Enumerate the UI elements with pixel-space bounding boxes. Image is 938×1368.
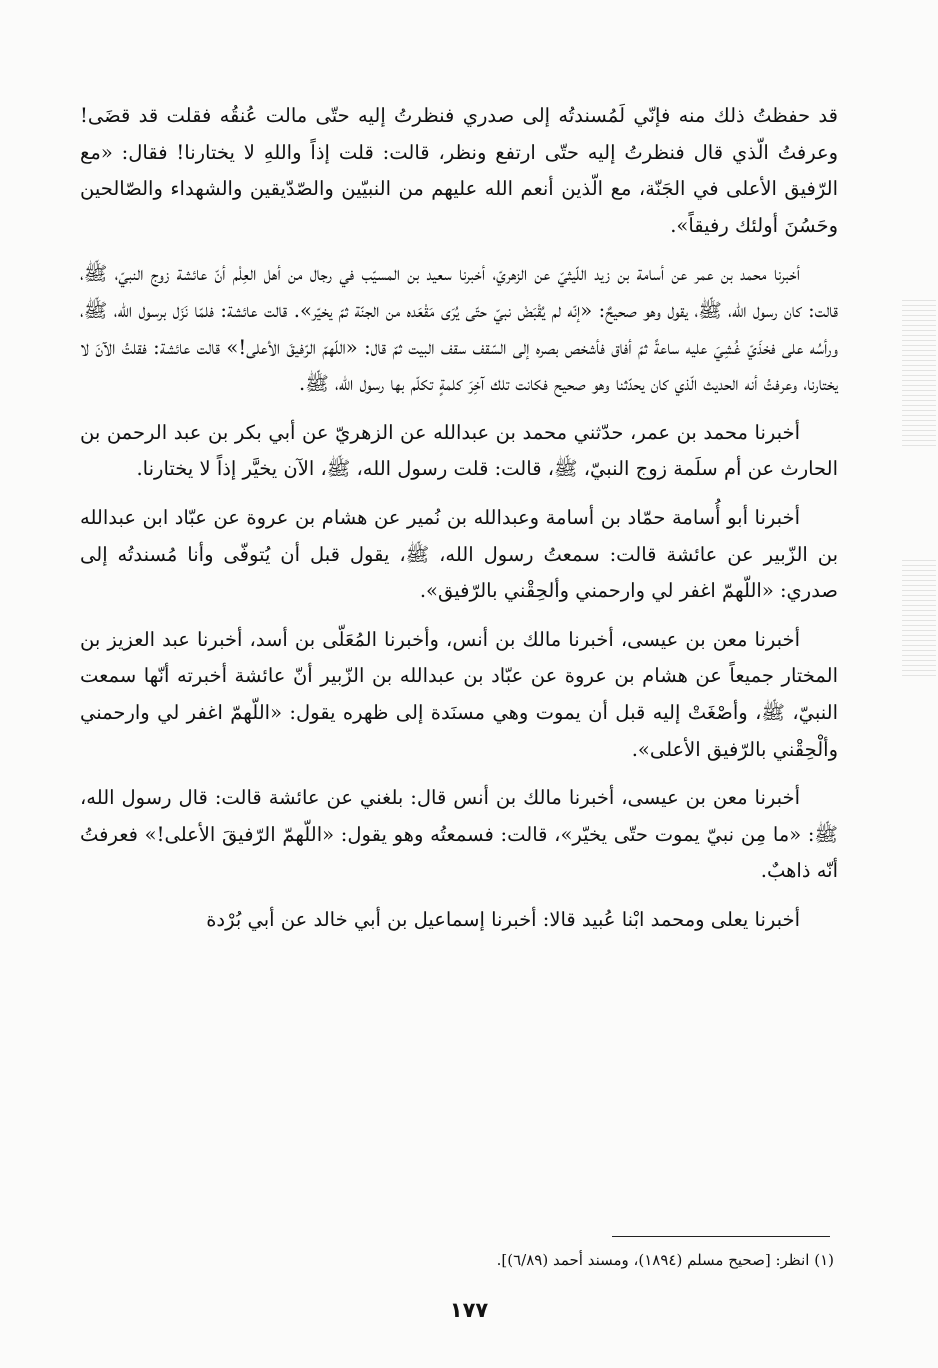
paragraph-4: أخبرنا أبو أُسامة حمّاد بن أسامة وعبدالله بن نُمير عن هشام بن عروة عن عبّاد ابن عبدالله بن الزّبير عن عائشة قالت: سمعتُ رسول الله، ﷺ، يقول قبل أن يُتوفّى وأنا مُسندتُه إلى صدري: «اللّهمّ اغفر لي وارحمني وألحِقْني بالرّفيق». [80, 505, 838, 603]
footnote-divider [612, 1236, 830, 1237]
footnote: (١) انظر: [صحيح مسلم (١٨٩٤)، ومسند أحمد (٦/٨٩)]. [496, 1251, 834, 1269]
body-text [80, 98, 838, 950]
scan-artifact [902, 300, 936, 450]
scan-artifact [902, 560, 936, 680]
paragraph-3: أخبرنا محمد بن عمر، حدّثني محمد بن عبدالله عن الزهريّ عن أبي بكر بن عبد الرحمن بن الحارث عن أم سلَمة زوج النبيّ، ﷺ، قالت: قلت رسول الله، ﷺ، الآن يخيَّر إذاً لا يختارنا. [80, 420, 838, 481]
paragraph-1: قد حفظتُ ذلك منه فإنّي لَمُسندتُه إلى صدري فنظرتُ إليه حتّى مالت عُنقُه فقلت قد قضَى! وعرفتُ الّذي قال فنظرتُ إليه حتّى ارتفع ونظر، قالت: قلت إذاً واللهِ لا يختارنا! فقال: «مع الرّفيق الأعلى في الجَنّة، مع الّذين أنعم الله عليهم من النبيّين والصّدّيقين والشهداء والصّالحين وحَسُنَ أولئك رفيقاً». [80, 104, 838, 237]
paragraph-5: أخبرنا معن بن عيسى، أخبرنا مالك بن أنس، وأخبرنا المُعَلّى بن أسد، أخبرنا عبد العزيز بن المختار جميعاً عن هشام بن عروة عن عبّاد بن عبدالله بن الزّبير أنّ عائشة أخبرته أنّها سمعت النبيّ، ﷺ، وأصْغَتْ إليه قبل أن يموت وهي مسنَدة إلى ظهره يقول: «اللّهمّ اغفر لي وارحمني وألْحِقْني بالرّفيق الأعلى». [80, 627, 838, 761]
paragraph-2: أخبرنا محمد بن عمر عن أسامة بن زيد اللّيثيّ عن الزهريّ، أخبرنا سعيد بن المسيّب في رجال من أهل العِلْم أنّ عائشة زوج النبيّ، ﷺ، قالت: كان رسول الله، ﷺ، يقول وهو صحيحٌ: «إنّه لم يُقْبَضْ نبيّ حتّى يُرَى مَقْعَده من الجنّة ثمّ يخيّر». قالت عائشة: فلمّا نَزَل برسول الله، ﷺ، ورأسُه على فخذَيّ غُشِيَ عليه ساعةً ثمّ أفاق فأشخص بصره إلى السّقف سقف البيت ثمّ قال: «اللّهمّ الرّفيقَ الأعلى!» قالت عائشة: فقلتُ الآنَ لا يختارنا، وعرفتُ أنه الحديث الّذي كان يحدّثنا وهو صحيح فكانت تلك آخِرَ كلمةٍ تكلّم بها رسول الله، ﷺ. [80, 262, 838, 396]
paragraph-6: أخبرنا معن بن عيسى، أخبرنا مالك بن أنس قال: بلغني عن عائشة قالت: قال رسول الله، ﷺ: «ما مِن نبيّ يموت حتّى يخيّر»، قالت: فسمعتُه وهو يقول: «اللّهمّ الرّفيقَ الأعلى!» فعرفتُ أنّه ذاهبٌ. [80, 786, 838, 883]
paragraph-7: أخبرنا يعلى ومحمد ابْنا عُبيد قالا: أخبرنا إسماعيل بن أبي خالد عن أبي بُرْدة [206, 907, 800, 931]
page-number: ١٧٧ [449, 1298, 489, 1322]
